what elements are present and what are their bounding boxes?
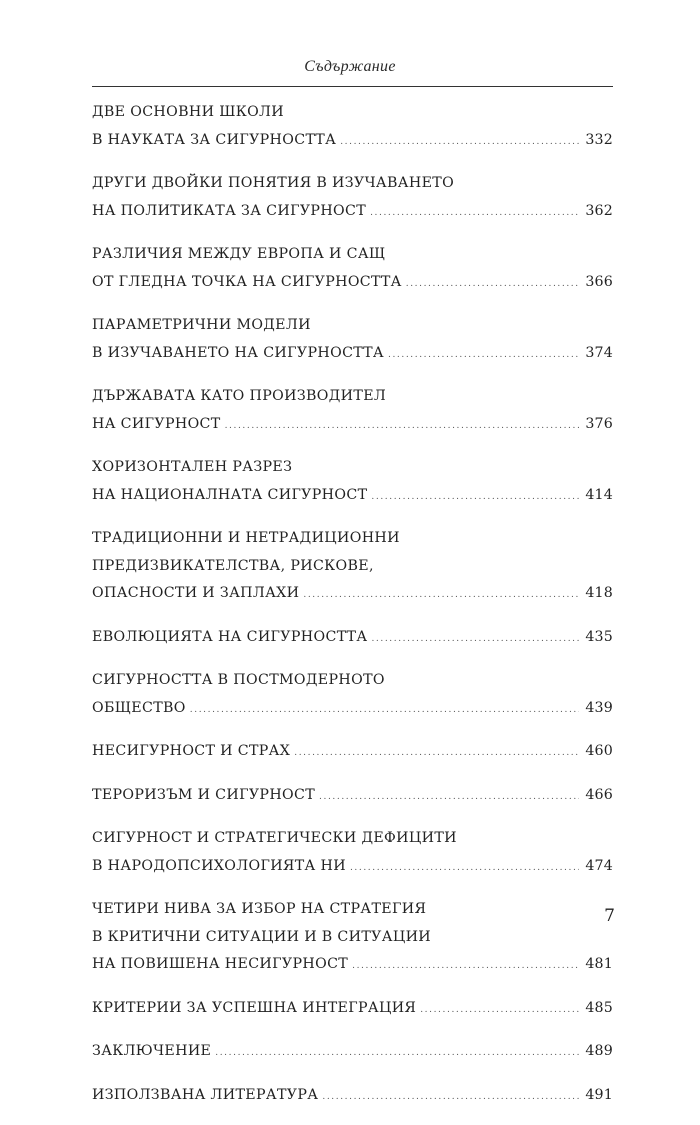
toc-entry-page-number: 376 — [585, 415, 613, 432]
toc-entry-title: ТРАДИЦИОННИ И НЕТРАДИЦИОННИ — [92, 530, 400, 546]
toc-entry-line — [92, 580, 613, 610]
toc-entry-title: ЧЕТИРИ НИВА ЗА ИЗБОР НА СТРАТЕГИЯ — [92, 901, 427, 917]
toc-entry — [92, 454, 613, 511]
dot-leader — [225, 413, 580, 441]
toc-entry-title: ПАРАМЕТРИЧНИ МОДЕЛИ — [92, 317, 311, 333]
dot-leader — [340, 129, 579, 157]
toc-entry-line — [92, 782, 613, 812]
dot-leader — [370, 200, 579, 228]
toc-entry — [92, 624, 613, 654]
toc-entry-page-number: 414 — [585, 486, 613, 503]
toc-entry-page-number: 362 — [585, 202, 613, 219]
dot-leader — [388, 342, 579, 370]
toc-entry-line — [92, 525, 613, 553]
toc-entry-line — [92, 269, 613, 299]
dot-leader — [371, 484, 579, 512]
toc-entry — [92, 825, 613, 882]
dot-leader — [352, 953, 579, 981]
toc-entry-title: ДРУГИ ДВОЙКИ ПОНЯТИЯ В ИЗУЧАВАНЕТО — [92, 175, 455, 191]
toc-entry-title: КРИТЕРИИ ЗА УСПЕШНА ИНТЕГРАЦИЯ — [92, 999, 417, 1016]
toc-entry-title: В НАУКАТА ЗА СИГУРНОСТТА — [92, 131, 337, 148]
toc-entry-line — [92, 853, 613, 883]
toc-entry-line — [92, 241, 613, 269]
toc-entry-page-number: 474 — [585, 857, 613, 874]
toc-entry-title: НЕСИГУРНОСТ И СТРАХ — [92, 743, 291, 759]
running-header-title: Съдържание — [304, 58, 396, 75]
toc-entry-page-number: 460 — [585, 743, 613, 759]
toc-entry-line — [92, 383, 613, 411]
dot-leader — [319, 784, 579, 812]
toc-entry — [92, 995, 613, 1025]
toc-entry-line — [92, 624, 613, 654]
toc-entry-line — [92, 170, 613, 198]
table-of-contents — [92, 99, 613, 1125]
toc-entry — [92, 896, 613, 981]
toc-entry-line — [92, 738, 613, 768]
toc-entry-title: НА НАЦИОНАЛНАТА СИГУРНОСТ — [92, 486, 368, 503]
dot-leader — [371, 626, 579, 654]
toc-entry-line — [92, 553, 613, 581]
toc-entry-line — [92, 951, 613, 981]
toc-entry-title: ТЕРОРИЗЪМ И СИГУРНОСТ — [92, 786, 316, 803]
toc-entry-page-number: 491 — [585, 1086, 613, 1103]
toc-entry-title: ИЗПОЛЗВАНА ЛИТЕРАТУРА — [92, 1086, 319, 1103]
toc-entry-line — [92, 1082, 613, 1112]
toc-entry-title: ПРЕДИЗВИКАТЕЛСТВА, РИСКОВЕ, — [92, 557, 374, 574]
dot-leader — [303, 582, 579, 610]
toc-entry-line — [92, 454, 613, 482]
toc-entry-title: ДВЕ ОСНОВНИ ШКОЛИ — [92, 104, 284, 120]
toc-entry — [92, 241, 613, 298]
toc-entry-page-number: 439 — [585, 699, 613, 716]
dot-leader — [322, 1084, 579, 1112]
toc-entry — [92, 1082, 613, 1112]
dot-leader — [420, 997, 579, 1025]
toc-entry-title: ОТ ГЛЕДНА ТОЧКА НА СИГУРНОСТТА — [92, 273, 402, 290]
toc-entry-line — [92, 340, 613, 370]
toc-entry-line — [92, 825, 613, 853]
toc-entry-page-number: 489 — [585, 1043, 613, 1059]
toc-entry-page-number: 374 — [585, 344, 613, 361]
toc-entry-line — [92, 667, 613, 695]
toc-entry — [92, 1038, 613, 1068]
page-number: 7 — [604, 906, 615, 926]
toc-entry-title: ЗАКЛЮЧЕНИЕ — [92, 1043, 212, 1059]
toc-entry — [92, 383, 613, 440]
toc-entry-title: ОПАСНОСТИ И ЗАПЛАХИ — [92, 585, 300, 601]
toc-entry-title: РАЗЛИЧИЯ МЕЖДУ ЕВРОПА И САЩ — [92, 246, 386, 262]
toc-entry-title: ЕВОЛЮЦИЯТА НА СИГУРНОСТТА — [92, 628, 368, 645]
toc-entry-page-number: 481 — [585, 956, 613, 972]
toc-entry-title: СИГУРНОСТТА В ПОСТМОДЕРНОТО — [92, 672, 385, 688]
toc-entry-title: В ИЗУЧАВАНЕТО НА СИГУРНОСТТА — [92, 344, 384, 361]
header-rule — [92, 86, 613, 87]
toc-entry-title: СИГУРНОСТ И СТРАТЕГИЧЕСКИ ДЕФИЦИТИ — [92, 830, 457, 846]
toc-entry-title: НА ПОВИШЕНА НЕСИГУРНОСТ — [92, 956, 349, 972]
toc-entry-line — [92, 127, 613, 157]
toc-entry-page-number: 435 — [585, 628, 613, 645]
toc-entry-title: ДЪРЖАВАТА КАТО ПРОИЗВОДИТЕЛ — [92, 388, 387, 404]
dot-leader — [215, 1040, 579, 1068]
toc-entry — [92, 667, 613, 724]
toc-entry-page-number: 366 — [585, 273, 613, 290]
dot-leader — [406, 271, 580, 299]
toc-entry-line — [92, 99, 613, 127]
toc-entry-title: НА СИГУРНОСТ — [92, 415, 221, 432]
toc-entry-line — [92, 198, 613, 228]
dot-leader — [190, 697, 580, 725]
toc-entry-title: ОБЩЕСТВО — [92, 699, 186, 716]
toc-entry-page-number: 466 — [585, 786, 613, 803]
toc-entry-line — [92, 896, 613, 924]
toc-entry — [92, 525, 613, 610]
toc-entry-line — [92, 995, 613, 1025]
toc-entry-page-number: 418 — [585, 585, 613, 601]
toc-entry-title: В КРИТИЧНИ СИТУАЦИИ И В СИТУАЦИИ — [92, 928, 432, 945]
toc-entry-title: ХОРИЗОНТАЛЕН РАЗРЕЗ — [92, 459, 293, 475]
toc-entry — [92, 99, 613, 156]
toc-entry — [92, 782, 613, 812]
toc-entry — [92, 738, 613, 768]
toc-entry-page-number: 332 — [585, 131, 613, 148]
toc-entry-title: НА ПОЛИТИКАТА ЗА СИГУРНОСТ — [92, 202, 367, 219]
toc-entry-line — [92, 924, 613, 952]
dot-leader — [350, 855, 579, 883]
toc-entry-line — [92, 411, 613, 441]
toc-entry-title: В НАРОДОПСИХОЛОГИЯТА НИ — [92, 857, 346, 874]
toc-entry-line — [92, 482, 613, 512]
toc-entry-line — [92, 312, 613, 340]
dot-leader — [294, 740, 579, 768]
toc-entry-page-number: 485 — [585, 999, 613, 1016]
toc-entry-line — [92, 695, 613, 725]
toc-entry-line — [92, 1038, 613, 1068]
toc-entry — [92, 170, 613, 227]
toc-entry — [92, 312, 613, 369]
